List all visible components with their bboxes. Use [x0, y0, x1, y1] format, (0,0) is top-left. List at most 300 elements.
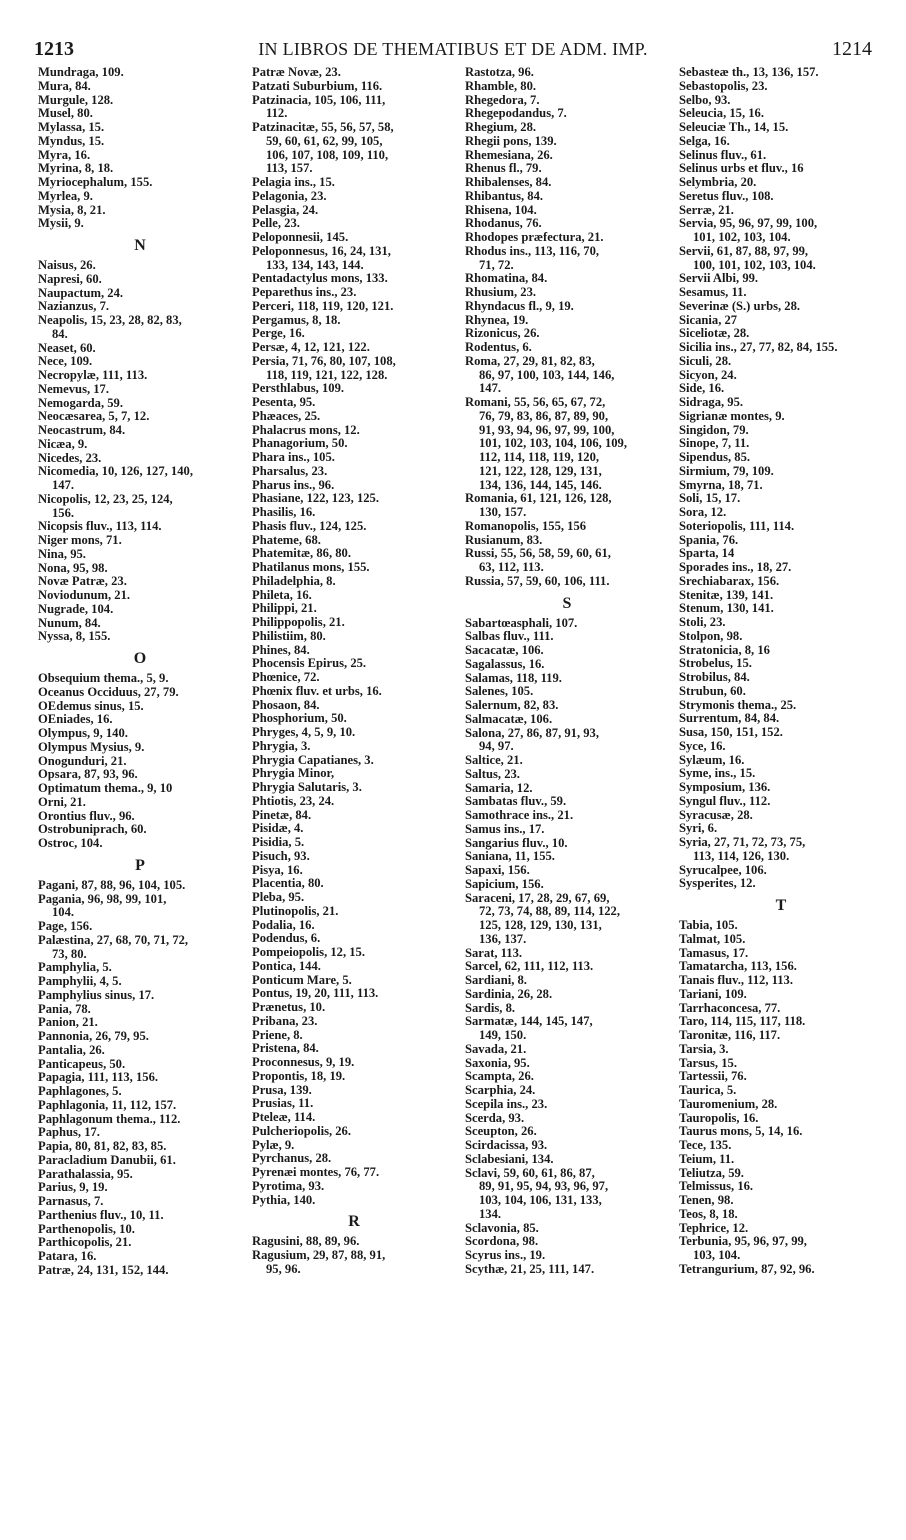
index-entry: Pelasgia, 24. [252, 203, 319, 217]
index-entry: Olympus, 9, 140. [38, 727, 128, 740]
index-entry: Persthlabus, 109. [252, 382, 345, 396]
index-entry: Perge, 16. [252, 327, 305, 341]
index-entry: Sicania, 27 [679, 313, 738, 327]
index-entry: Nicomedia, 10, 126, 127, 140, [38, 465, 193, 479]
index-entry: Optimatum thema., 9, 10 [38, 782, 173, 795]
index-entry: Serræ, 21. [679, 203, 734, 217]
index-entry: Singidon, 79. [679, 423, 749, 437]
index-entry: Plutinopolis, 21. [252, 904, 339, 918]
index-entry: Sardis, 8. [465, 1001, 516, 1015]
index-entry: Pythia, 140. [252, 1193, 316, 1207]
index-entry: Pamphylii, 4, 5. [38, 975, 122, 988]
index-entry: Philistiim, 80. [252, 629, 326, 643]
index-entry-continuation: 86, 97, 100, 103, 144, 146, [479, 368, 615, 382]
index-entry-continuation: 91, 93, 94, 96, 97, 99, 100, [479, 423, 615, 437]
index-entry: Srechiabarax, 156. [679, 574, 780, 588]
index-entry: Scampta, 26. [465, 1070, 534, 1084]
index-entry: Syce, 16. [679, 739, 726, 753]
index-entry: Phara ins., 105. [252, 451, 335, 464]
index-entry: Phatemitæ, 86, 80. [252, 547, 351, 561]
index-entry: Ostroc, 104. [38, 837, 103, 850]
index-entry: Peloponnesii, 145. [252, 231, 349, 244]
index-entry: Philippi, 21. [252, 602, 317, 616]
index-entry: Tauromenium, 28. [679, 1097, 778, 1111]
index-entry: Sysperites, 12. [679, 877, 756, 891]
index-entry-continuation: 101, 102, 103, 104. [693, 231, 791, 244]
index-entry: Rhusium, 23. [465, 286, 537, 299]
index-entry: Paphus, 17. [38, 1126, 100, 1140]
section-letter: R [348, 1213, 360, 1231]
index-entry: Pulcheriopolis, 26. [252, 1124, 352, 1138]
section-letter: P [135, 856, 145, 874]
index-entry-continuation: 149, 150. [479, 1029, 527, 1042]
index-entry: Ponticum Mare, 5. [252, 973, 352, 987]
index-entry: Phosaon, 84. [252, 698, 320, 712]
index-entry: Surrentum, 84, 84. [679, 712, 780, 726]
index-entry: Strubun, 60. [679, 684, 746, 698]
index-entry-continuation: 112, 114, 118, 119, 120, [479, 451, 600, 464]
index-entry: Syri, 6. [679, 822, 718, 836]
index-entry: Pinetæ, 84. [252, 808, 312, 822]
index-entry: Ostrobuniprach, 60. [38, 823, 147, 837]
index-entry: Necropylæ, 111, 113. [38, 369, 148, 382]
index-entry: Rhodopes præfectura, 21. [465, 231, 604, 244]
index-entry: Naisus, 26. [38, 259, 96, 272]
index-entry-continuation: 118, 119, 121, 122, 128. [266, 368, 388, 382]
index-entry: Phocensis Epirus, 25. [252, 657, 367, 671]
index-entry: Napresi, 60. [38, 272, 102, 286]
index-entry: Tarsus, 15. [679, 1056, 737, 1070]
index-entry: Russia, 57, 59, 60, 106, 111. [465, 574, 610, 588]
index-entry: Musel, 80. [38, 107, 93, 121]
index-entry: Nemevus, 17. [38, 382, 110, 396]
index-entry: Nece, 109. [38, 355, 93, 369]
index-entry: Panion, 21. [38, 1016, 98, 1030]
index-entry: Rhamble, 80. [465, 79, 537, 93]
index-entry: Phœnice, 72. [252, 671, 320, 684]
index-entry: Rhenus fl., 79. [465, 162, 542, 176]
index-entry: Sapaxi, 156. [465, 864, 530, 877]
index-entry: Pagania, 96, 98, 99, 101, [38, 892, 167, 906]
index-entry: Pentadactylus mons, 133. [252, 272, 388, 286]
index-entry: Phosphorium, 50. [252, 712, 347, 726]
index-entry: Ragusium, 29, 87, 88, 91, [252, 1249, 386, 1262]
index-entry: Tabia, 105. [679, 919, 738, 932]
index-entry: Sylæum, 16. [679, 753, 745, 767]
index-entry: Pyrenæi montes, 76, 77. [252, 1166, 380, 1179]
page-number-left: 1213 [34, 38, 74, 60]
index-entry: Sesamus, 11. [679, 286, 747, 299]
index-entry: Sparta, 14 [679, 547, 735, 561]
index-entry: Tephrice, 12. [679, 1221, 749, 1235]
index-entry: Phines, 84. [252, 643, 310, 657]
index-entry-continuation: 103, 104. [693, 1249, 741, 1262]
index-entry: Siculi, 28. [679, 354, 732, 368]
index-entry: Sabartœasphali, 107. [465, 616, 578, 630]
index-entry-continuation: 89, 91, 95, 94, 93, 96, 97, [479, 1180, 609, 1194]
index-entry: Pergamus, 8, 18. [252, 313, 341, 327]
index-entry: Neaset, 60. [38, 341, 96, 355]
index-entry: Phrygia Minor, [252, 767, 335, 781]
index-entry: Rhyndacus fl., 9, 19. [465, 299, 574, 313]
index-entry: Myrina, 8, 18. [38, 162, 114, 176]
index-entry: Russi, 55, 56, 58, 59, 60, 61, [465, 547, 611, 561]
index-entry: Pesenta, 95. [252, 396, 316, 409]
index-entry: Parathalassia, 95. [38, 1167, 133, 1181]
index-entry: Scordona, 98. [465, 1235, 539, 1249]
index-entry: Sceupton, 26. [465, 1125, 537, 1139]
index-entry: Phœnix fluv. et urbs, 16. [252, 684, 382, 698]
index-entry: Saraceni, 17, 28, 29, 67, 69, [465, 891, 610, 905]
index-entry: Syrucalpee, 106. [679, 863, 767, 877]
index-entry: Tauropolis, 16. [679, 1111, 759, 1125]
index-entry: Pelagia ins., 15. [252, 176, 335, 189]
index-entry: Sapicium, 156. [465, 877, 544, 891]
index-entry: Prusias, 11. [252, 1097, 314, 1111]
index-entry: Pisidæ, 4. [252, 822, 304, 836]
index-entry: Perceri, 118, 119, 120, 121. [252, 299, 394, 313]
index-entry: Pompeiopolis, 12, 15. [252, 946, 365, 959]
index-entry: Salmacatæ, 106. [465, 712, 553, 726]
index-entry: Neocastrum, 84. [38, 424, 126, 437]
index-entry: Phatilanus mons, 155. [252, 561, 370, 574]
index-entry: Paphlagonum thema., 112. [38, 1112, 181, 1126]
index-entry: Myriocephalum, 155. [38, 176, 153, 189]
index-entry: Tarsia, 3. [679, 1042, 729, 1056]
index-entry: Soteriopolis, 111, 114. [679, 519, 795, 533]
index-entry: Rhynea, 19. [465, 313, 529, 327]
index-entry: Orni, 21. [38, 795, 86, 809]
index-entry: Page, 156. [38, 920, 93, 933]
index-entry: Taro, 114, 115, 117, 118. [679, 1015, 806, 1029]
index-entry: Saltice, 21. [465, 754, 523, 767]
index-entry: Servia, 95, 96, 97, 99, 100, [679, 217, 818, 231]
index-entry: Rhomatina, 84. [465, 272, 548, 286]
index-entry-continuation: 73, 80. [52, 947, 87, 961]
index-entry: Selinus urbs et fluv., 16 [679, 162, 804, 176]
index-entry: Murgule, 128. [38, 93, 114, 107]
index-entry: Papagia, 111, 113, 156. [38, 1071, 159, 1085]
index-entry: Samus ins., 17. [465, 822, 545, 836]
index-entry: Savada, 21. [465, 1042, 527, 1056]
index-entry: Nicopsis fluv., 113, 114. [38, 520, 162, 534]
index-entry-continuation: 94, 97. [479, 740, 514, 754]
index-entry: Pannonia, 26, 79, 95. [38, 1030, 149, 1043]
index-entry-continuation: 113, 157. [266, 162, 313, 176]
page-number-right: 1214 [832, 38, 872, 60]
index-entry: Phrygia, 3. [252, 739, 311, 753]
index-entry: Mysii, 9. [38, 217, 84, 231]
index-entry: Sigrianæ montes, 9. [679, 409, 785, 423]
index-entry: Sclabesiani, 134. [465, 1152, 554, 1166]
index-entry: Nugrade, 104. [38, 602, 114, 616]
index-entry: Selbo, 93. [679, 93, 731, 107]
index-entry: Rhegedora, 7. [465, 93, 540, 107]
index-entry: Tartessii, 76. [679, 1070, 747, 1084]
index-entry: Strobelus, 15. [679, 657, 752, 671]
index-entry: Nyssa, 8, 155. [38, 630, 111, 644]
index-entry: Papia, 80, 81, 82, 83, 85. [38, 1140, 167, 1153]
section-letter: O [133, 650, 147, 667]
section-letter: S [562, 594, 572, 612]
index-entry: Tarrhaconcesa, 77. [679, 1001, 781, 1015]
index-entry: Teliutza, 59. [679, 1166, 744, 1180]
index-entry: Parthenopolis, 10. [38, 1222, 135, 1236]
index-entry: Samaria, 12. [465, 781, 533, 795]
index-entry: Myndus, 15. [38, 134, 105, 148]
index-entry: Selymbria, 20. [679, 176, 757, 189]
index-entry: Pontus, 19, 20, 111, 113. [252, 987, 379, 1001]
index-entry: Priene, 8. [252, 1028, 303, 1042]
index-entry: Phalacrus mons, 12. [252, 423, 360, 437]
index-entry: Podalia, 16. [252, 918, 315, 932]
index-entry: Scepila ins., 23. [465, 1097, 548, 1111]
index-entry: Myra, 16. [38, 148, 91, 162]
index-entry-continuation: 63, 112, 113. [479, 561, 544, 574]
index-entry-continuation: 113, 114, 126, 130. [693, 849, 790, 863]
index-entry-continuation: 71, 72. [479, 258, 514, 272]
index-entry: Sebastopolis, 23. [679, 79, 768, 93]
index-entry: Nicæa, 9. [38, 437, 88, 451]
index-entry-continuation: 156. [52, 506, 75, 520]
index-entry: Philippopolis, 21. [252, 616, 345, 629]
index-entry: Panticapeus, 50. [38, 1057, 126, 1071]
index-entry: Pantalia, 26. [38, 1043, 105, 1057]
index-entry: Podendus, 6. [252, 932, 321, 946]
index-entry: Servii, 61, 87, 88, 97, 99, [679, 244, 809, 258]
index-entry-continuation: 101, 102, 103, 104, 106, 109, [479, 437, 627, 451]
index-entry: Neocæsarea, 5, 7, 12. [38, 410, 150, 424]
index-entry: Pylæ, 9. [252, 1138, 295, 1152]
index-entry: Sarmatæ, 144, 145, 147, [465, 1015, 593, 1029]
index-entry: Patzati Suburbium, 116. [252, 79, 383, 93]
index-entry: Symposium, 136. [679, 781, 771, 794]
index-entry: Samothrace ins., 21. [465, 809, 574, 822]
index-entry: Mysia, 8, 21. [38, 203, 106, 217]
index-entry: Salenes, 105. [465, 685, 534, 699]
index-entry: Tariani, 109. [679, 987, 747, 1001]
index-entry: Nemogarda, 59. [38, 396, 123, 410]
index-entry: Saltus, 23. [465, 767, 520, 781]
index-entry-continuation: 133, 134, 143, 144. [266, 258, 364, 272]
index-entry: Rhegium, 28. [465, 121, 537, 134]
index-entry: Phtiotis, 23, 24. [252, 794, 335, 808]
index-column-1 [38, 66, 242, 1278]
index-entry: Nona, 95, 98. [38, 561, 108, 575]
index-entry-continuation: 112. [266, 107, 288, 121]
index-entry: Pagani, 87, 88, 96, 104, 105. [38, 878, 186, 892]
index-entry: Siceliotæ, 28. [679, 327, 750, 341]
index-entry: Phrygia Salutaris, 3. [252, 781, 362, 794]
index-entry: Phanagorium, 50. [252, 437, 348, 451]
index-entry: Noviodunum, 21. [38, 589, 131, 602]
index-entry: Opsara, 87, 93, 96. [38, 768, 138, 782]
index-entry: Pristena, 84. [252, 1042, 319, 1056]
index-entry: Phrygia Capatianes, 3. [252, 753, 374, 767]
index-entry: Tetrangurium, 87, 92, 96. [679, 1262, 815, 1276]
index-entry: Nicopolis, 12, 23, 25, 124, [38, 492, 173, 506]
index-entry: Taurus mons, 5, 14, 16. [679, 1125, 803, 1139]
index-entry: Phasilis, 16. [252, 506, 316, 519]
index-entry: Sacacatæ, 106. [465, 644, 544, 657]
index-entry: Myrlea, 9. [38, 189, 93, 203]
index-entry: Pleba, 95. [252, 891, 305, 904]
index-entry: Strobilus, 84. [679, 671, 750, 684]
index-entry: Phileta, 16. [252, 588, 312, 602]
index-entry: Rhodus ins., 113, 116, 70, [465, 244, 600, 258]
index-entry: Syme, ins., 15. [679, 767, 756, 781]
index-entry: Selinus fluv., 61. [679, 148, 767, 162]
index-entry: Placentia, 80. [252, 877, 324, 891]
index-entry: Peloponnesus, 16, 24, 131, [252, 244, 391, 258]
index-entry: Pamphylia, 5. [38, 961, 112, 975]
index-entry: Palæstina, 27, 68, 70, 71, 72, [38, 933, 189, 947]
index-entry: Patara, 16. [38, 1250, 97, 1263]
index-entry: Spania, 76. [679, 533, 739, 547]
index-column-2 [252, 66, 456, 1277]
index-entry-continuation: 136, 137. [479, 932, 527, 946]
index-entry: Stoli, 23. [679, 616, 726, 629]
index-entry: Mura, 84. [38, 79, 91, 93]
index-entry: Susa, 150, 151, 152. [679, 726, 783, 739]
index-entry: Sicyon, 24. [679, 368, 737, 382]
index-entry: Sclavonia, 85. [465, 1221, 539, 1235]
index-entry: Rizonicus, 26. [465, 327, 540, 341]
index-entry: Sidraga, 95. [679, 396, 744, 409]
index-entry: Stenum, 130, 141. [679, 602, 774, 616]
index-entry: Syngul fluv., 112. [679, 794, 771, 808]
index-entry: Parthicopolis, 21. [38, 1236, 132, 1250]
index-entry: Pribana, 23. [252, 1014, 318, 1028]
index-entry: Servii Albi, 99. [679, 272, 759, 286]
index-entry: Nicedes, 23. [38, 451, 102, 465]
index-entry: Persia, 71, 76, 80, 107, 108, [252, 354, 396, 368]
index-entry: Pisya, 16. [252, 863, 303, 877]
index-entry: Phasiane, 122, 123, 125. [252, 492, 379, 506]
index-column-3 [465, 66, 669, 1277]
index-entry: Sipendus, 85. [679, 451, 751, 464]
index-entry: Phateme, 68. [252, 533, 321, 547]
index-entry: OEniades, 16. [38, 713, 113, 727]
index-entry: Smyrna, 18, 71. [679, 478, 763, 492]
index-entry: Stratonicia, 8, 16 [679, 643, 770, 657]
index-entry: Mundraga, 109. [38, 66, 124, 79]
index-entry: Salona, 27, 86, 87, 91, 93, [465, 726, 599, 740]
index-entry: Tamasus, 17. [679, 946, 749, 960]
index-entry: Romanopolis, 155, 156 [465, 519, 587, 533]
index-entry: Propontis, 18, 19. [252, 1069, 346, 1083]
index-entry: Rhemesiana, 26. [465, 148, 553, 162]
index-entry: Rhibalenses, 84. [465, 176, 552, 189]
index-entry: Sebasteæ th., 13, 136, 157. [679, 66, 819, 79]
index-entry: Pyrchanus, 28. [252, 1152, 332, 1166]
index-entry: Sarat, 113. [465, 946, 523, 960]
index-entry: Neapolis, 15, 23, 28, 82, 83, [38, 314, 182, 327]
index-entry: Phryges, 4, 5, 9, 10. [252, 726, 356, 739]
index-entry-continuation: 134. [479, 1207, 502, 1221]
index-entry: Phæaces, 25. [252, 409, 321, 423]
index-entry: Seleuciæ Th., 14, 15. [679, 121, 789, 134]
index-entry-continuation: 147. [52, 479, 75, 492]
index-entry: Romani, 55, 56, 65, 67, 72, [465, 396, 606, 409]
index-entry: Patræ, 24, 131, 152, 144. [38, 1263, 169, 1277]
index-entry: Seretus fluv., 108. [679, 189, 774, 203]
index-entry: Strymonis thema., 25. [679, 698, 797, 712]
index-entry: Soli, 15, 17. [679, 492, 741, 506]
index-entry: Persæ, 4, 12, 121, 122. [252, 341, 370, 354]
index-entry: Sardiani, 8. [465, 974, 527, 987]
index-entry: Sporades ins., 18, 27. [679, 561, 792, 574]
index-entry: Rhegepodandus, 7. [465, 107, 567, 121]
index-entry: Rhegii pons, 139. [465, 134, 557, 148]
index-entry: Sardinia, 26, 28. [465, 987, 553, 1001]
index-entry-continuation: 72, 73, 74, 88, 89, 114, 122, [479, 905, 620, 919]
index-entry: Rhodanus, 76. [465, 217, 542, 231]
index-entry: Sinope, 7, 11. [679, 437, 750, 451]
index-entry: Peparethus ins., 23. [252, 286, 357, 299]
index-entry: Nunum, 84. [38, 616, 101, 630]
index-entry: Pisuch, 93. [252, 849, 310, 863]
index-entry: Scyrus ins., 19. [465, 1249, 546, 1262]
index-entry: Tamatarcha, 113, 156. [679, 960, 797, 974]
index-entry: Naupactum, 24. [38, 286, 124, 300]
index-entry: Paphlagonia, 11, 112, 157. [38, 1098, 177, 1112]
index-entry: Pharsalus, 23. [252, 464, 328, 478]
index-entry: Sclavi, 59, 60, 61, 86, 87, [465, 1166, 595, 1180]
index-entry: Pelagonia, 23. [252, 189, 327, 203]
index-entry: Telmissus, 16. [679, 1180, 754, 1194]
index-entry: Prænetus, 10. [252, 1001, 326, 1014]
index-entry: Syria, 27, 71, 72, 73, 75, [679, 836, 806, 849]
index-entry-continuation: 76, 79, 83, 86, 87, 89, 90, [479, 409, 609, 423]
index-entry: Prusa, 139. [252, 1083, 312, 1097]
section-letter: T [775, 897, 787, 914]
index-entry: Olympus Mysius, 9. [38, 740, 145, 754]
index-entry: Onogunduri, 21. [38, 754, 127, 768]
index-entry: Sangarius fluv., 10. [465, 836, 568, 850]
index-entry: Salernum, 82, 83. [465, 699, 559, 712]
index-entry-continuation: 84. [52, 327, 68, 341]
index-entry: Severinæ (S.) urbs, 28. [679, 299, 801, 313]
index-entry: Pisidia, 5. [252, 836, 305, 849]
index-entry-continuation: 59, 60, 61, 62, 99, 105, [266, 134, 383, 148]
index-entry: Romania, 61, 121, 126, 128, [465, 492, 612, 506]
index-entry: Teium, 11. [679, 1152, 735, 1166]
index-entry: Pania, 78. [38, 1002, 91, 1016]
index-entry: Sarcel, 62, 111, 112, 113. [465, 960, 594, 974]
index-entry-continuation: 147. [479, 382, 502, 396]
index-entry-continuation: 130, 157. [479, 506, 527, 519]
index-entry: Rhibantus, 84. [465, 189, 544, 203]
index-entry: Oceanus Occiduus, 27, 79. [38, 685, 179, 699]
index-entry: Sirmium, 79, 109. [679, 464, 774, 478]
index-entry: Pharus ins., 96. [252, 478, 335, 492]
index-entry: Patzinacia, 105, 106, 111, [252, 93, 386, 107]
index-entry: Syracusæ, 28. [679, 808, 753, 822]
index-entry: Parius, 9, 19. [38, 1181, 108, 1195]
index-entry: Tece, 135. [679, 1139, 732, 1152]
index-entry: Philadelphia, 8. [252, 574, 336, 588]
index-entry: Taronitæ, 116, 117. [679, 1029, 781, 1042]
index-entry: Obsequium thema., 5, 9. [38, 672, 169, 685]
index-entry: Nazianzus, 7. [38, 300, 110, 314]
index-entry: Tenen, 98. [679, 1194, 734, 1207]
index-entry: Tanais fluv., 112, 113. [679, 974, 793, 987]
index-entry: Stolpon, 98. [679, 629, 743, 643]
index-entry: Sambatas fluv., 59. [465, 795, 567, 809]
index-entry: Parthenius fluv., 10, 11. [38, 1208, 164, 1222]
index-entry: Niger mons, 71. [38, 534, 122, 547]
